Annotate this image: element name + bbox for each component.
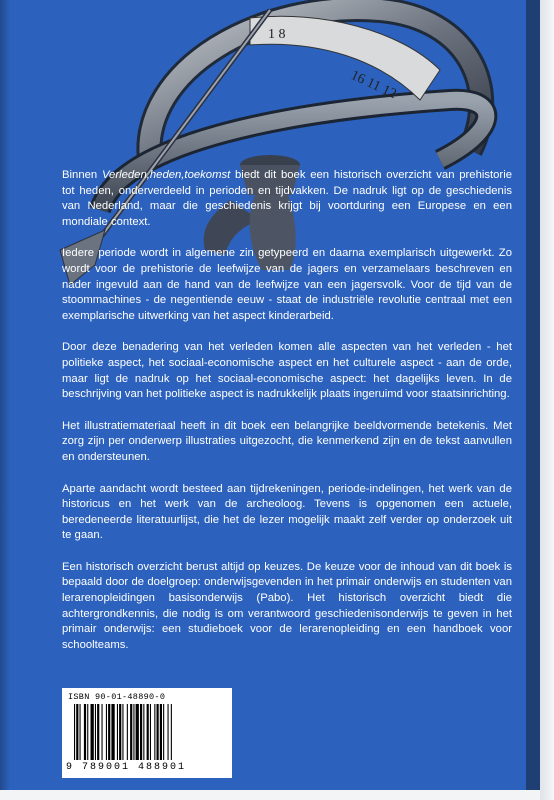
- intro-text-start: Binnen: [62, 169, 102, 181]
- intro-text-end: biedt dit boek een historisch overzicht van prehistorie tot heden, onderverdeeld in perioden en tijdvakken. De nadruk ligt op de geschiedenis van Nederland, maar die geschiedenis krijgt bij voortduring een Europese en een mondiale context.: [62, 169, 512, 228]
- isbn-label: ISBN 90-01-48890-0: [68, 692, 166, 702]
- paragraph-illustrations: Het illustratiemateriaal heeft in dit boek een belangrijke beeldvormende betekenis. Met zorg zijn per onderwerp illustraties uitgezocht, die kenmerkend zijn en de tekst aanvullen en ondersteunen.: [62, 419, 512, 463]
- page-edge: [540, 0, 554, 800]
- paragraph-intro: [62, 168, 512, 230]
- sundial-numerals-right: 16 11 12: [348, 68, 399, 103]
- paragraph-attention: Aparte aandacht wordt besteed aan tijdrekeningen, periode-indelingen, het werk van de historicus en het werk van de archeoloog. Tevens is opgenomen een actuele, beredeneerde literatuurlijst, die het de lezer mogelijk maakt zelf verder op onderzoek uit te gaan.: [62, 482, 512, 542]
- paragraph-choices: Een historisch overzicht berust altijd op keuzes. De keuze voor de inhoud van dit boek is bepaald door de doelgroep: onderwijsgevenden in het primair onderwijs en studenten van lerarenopleidingen basisonderwijs (Pabo). Het historisch overzicht biedt die achtergrondkennis, die nodig is om verantwoord geschiedenisonderwijs te geven in het primair onderwijs: een studieboek voor de lerarenopleiding en een handboek voor schoolteams.: [62, 560, 512, 651]
- barcode-box: [62, 688, 232, 778]
- paragraph-periods: Iedere periode wordt in algemene zin getypeerd en daarna exemplarisch uitgewerkt. Zo wordt voor de prehistorie de leefwijze van de jagers en verzamelaars beschreven en nader ingevuld aan de hand van de leefwijze van een jagersvolk. Voor de tijd van de stoommachines - de negentiende eeuw - staat de industriële revolutie centraal met een exemplarische uitwerking van het aspect kinderarbeid.: [62, 247, 512, 322]
- barcode-digits: 9 789001 488901: [66, 762, 187, 773]
- barcode-bars: [74, 704, 222, 762]
- paragraph-approach: Door deze benadering van het verleden komen alle aspecten van het verleden - het politieke aspect, het sociaal-economische aspect en het culturele aspect - aan de orde, maar ligt de nadruk op het sociaal-economische aspect: het dagelijks leven. In de beschrijving van het politieke aspect is nadrukkelijk plaats ingeruimd voor staatsinrichting.: [62, 341, 512, 401]
- book-title-italic: Verleden,heden,toekomst: [101, 169, 231, 181]
- sundial-numerals-top: 1 8: [268, 27, 286, 42]
- back-cover-text: [62, 168, 512, 669]
